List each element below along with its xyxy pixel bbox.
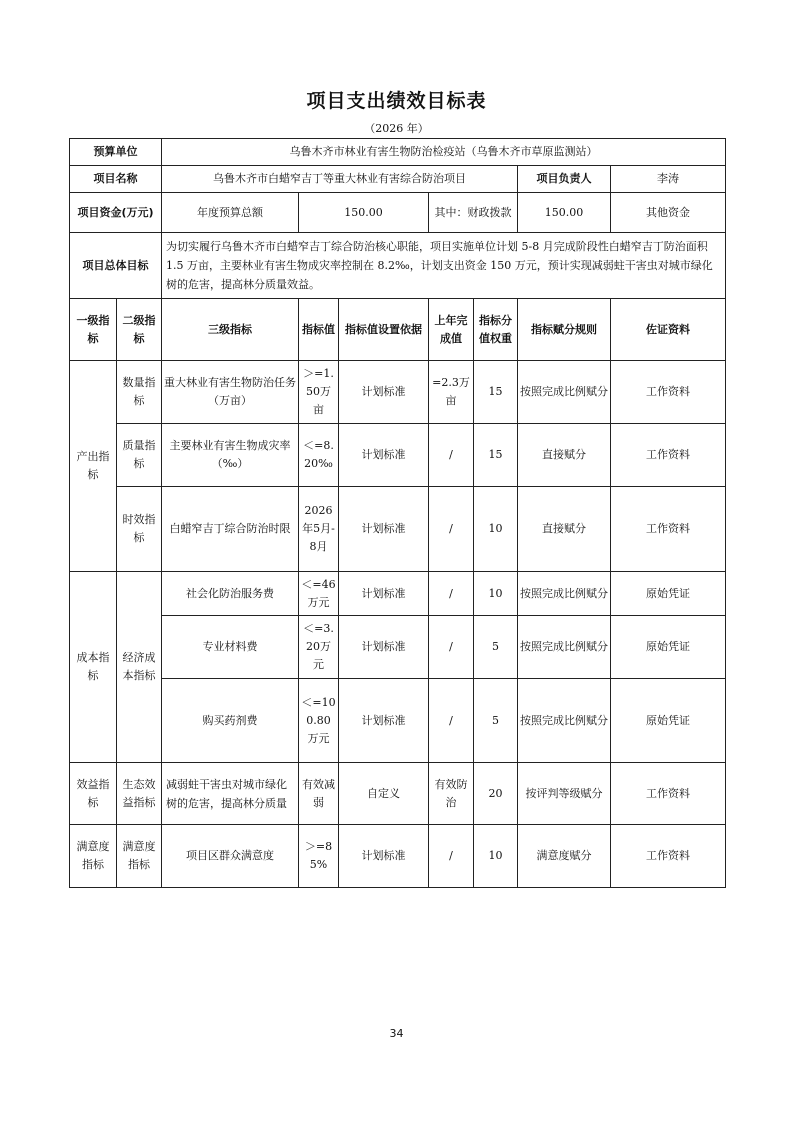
evidence: 原始凭证	[611, 572, 726, 616]
evidence: 工作资料	[611, 825, 726, 888]
goal-label: 项目总体目标	[70, 233, 162, 299]
col-header: 二级指标	[117, 299, 162, 361]
weight: 10	[474, 825, 518, 888]
scoring-rule: 直接赋分	[518, 487, 611, 572]
indicator-basis: 计划标准	[339, 572, 429, 616]
scoring-rule: 按照完成比例赋分	[518, 361, 611, 424]
indicator-value: ＞=1.50万亩	[299, 361, 339, 424]
col-header: 三级指标	[162, 299, 299, 361]
annual-value: 150.00	[299, 193, 429, 233]
indicator-basis: 计划标准	[339, 825, 429, 888]
col-header: 指标值设置依据	[339, 299, 429, 361]
evidence: 工作资料	[611, 487, 726, 572]
col-header: 一级指标	[70, 299, 117, 361]
level2-satisfaction: 满意度指标	[117, 825, 162, 888]
indicator-value: ＜=46万元	[299, 572, 339, 616]
page-title: 项目支出绩效目标表	[306, 90, 487, 112]
third-indicator: 白蜡窄吉丁综合防治时限	[162, 487, 299, 572]
indicator-basis: 计划标准	[339, 616, 429, 679]
project-row	[70, 166, 726, 193]
col-header: 指标分值权重	[474, 299, 518, 361]
level2-quality: 质量指标	[117, 424, 162, 487]
level2-economic: 经济成本指标	[117, 572, 162, 763]
owner-value: 李涛	[611, 166, 726, 193]
col-header: 上年完成值	[429, 299, 474, 361]
weight: 10	[474, 572, 518, 616]
project-label: 项目名称	[70, 166, 162, 193]
prev-value: /	[429, 424, 474, 487]
prev-value: 有效防治	[429, 763, 474, 825]
fiscal-label: 其中：财政拨款	[429, 193, 518, 233]
weight: 15	[474, 361, 518, 424]
third-indicator: 专业材料费	[162, 616, 299, 679]
weight: 10	[474, 487, 518, 572]
third-indicator: 减弱蛀干害虫对城市绿化树的危害，提高林分质量	[162, 763, 299, 825]
level1-benefit: 效益指标	[70, 763, 117, 825]
third-indicator: 社会化防治服务费	[162, 572, 299, 616]
goal-row	[70, 233, 726, 299]
third-indicator: 主要林业有害生物成灾率（‰）	[162, 424, 299, 487]
table-row	[70, 616, 726, 679]
indicator-value: 2026年5月-8月	[299, 487, 339, 572]
third-indicator: 购买药剂费	[162, 679, 299, 763]
indicator-basis: 计划标准	[339, 679, 429, 763]
indicator-value: 有效减弱	[299, 763, 339, 825]
indicator-value: ＞=85%	[299, 825, 339, 888]
col-header: 佐证资料	[611, 299, 726, 361]
level1-satisfaction: 满意度指标	[70, 825, 117, 888]
table-row	[70, 361, 726, 424]
table-row	[70, 763, 726, 825]
indicator-basis: 计划标准	[339, 361, 429, 424]
prev-value: /	[429, 679, 474, 763]
weight: 15	[474, 424, 518, 487]
level1-cost: 成本指标	[70, 572, 117, 763]
scoring-rule: 按评判等级赋分	[518, 763, 611, 825]
prev-value: /	[429, 616, 474, 679]
evidence: 工作资料	[611, 424, 726, 487]
table-row	[70, 572, 726, 616]
col-header: 指标赋分规则	[518, 299, 611, 361]
unit-label: 预算单位	[70, 139, 162, 166]
scoring-rule: 按照完成比例赋分	[518, 572, 611, 616]
annual-label: 年度预算总额	[162, 193, 299, 233]
indicator-basis: 计划标准	[339, 487, 429, 572]
level2-eco: 生态效益指标	[117, 763, 162, 825]
table-row	[70, 679, 726, 763]
scoring-rule: 按照完成比例赋分	[518, 679, 611, 763]
scoring-rule: 满意度赋分	[518, 825, 611, 888]
indicator-basis: 计划标准	[339, 424, 429, 487]
third-indicator: 重大林业有害生物防治任务（万亩）	[162, 361, 299, 424]
level2-timeliness: 时效指标	[117, 487, 162, 572]
indicator-value: ＜=8.20‰	[299, 424, 339, 487]
level1-output: 产出指标	[70, 361, 117, 572]
evidence: 工作资料	[611, 361, 726, 424]
fund-row	[70, 193, 726, 233]
project-value: 乌鲁木齐市白蜡窄吉丁等重大林业有害综合防治项目	[162, 166, 518, 193]
weight: 20	[474, 763, 518, 825]
unit-row	[70, 139, 726, 166]
year-label: （2026 年）	[364, 122, 429, 135]
indicator-basis: 自定义	[339, 763, 429, 825]
indicator-value: ＜=100.80万元	[299, 679, 339, 763]
level2-quantity: 数量指标	[117, 361, 162, 424]
owner-label: 项目负责人	[518, 166, 611, 193]
goal-value: 为切实履行乌鲁木齐市白蜡窄吉丁综合防治核心职能，项目实施单位计划 5-8 月完成阶段性白蜡窄吉丁防治面积 1.5 万亩，主要林业有害生物成灾率控制在 8.2‰，计划支出资金 150 万元，预计实现减弱蛀干害虫对城市绿化树的危害，提高林分质量效益。	[162, 233, 726, 299]
evidence: 工作资料	[611, 763, 726, 825]
weight: 5	[474, 679, 518, 763]
page-number: 34	[389, 1027, 404, 1040]
fiscal-value: 150.00	[518, 193, 611, 233]
scoring-rule: 按照完成比例赋分	[518, 616, 611, 679]
fund-label: 项目资金(万元)	[70, 193, 162, 233]
other-label: 其他资金	[611, 193, 726, 233]
table-row	[70, 487, 726, 572]
unit-value: 乌鲁木齐市林业有害生物防治检疫站（乌鲁木齐市草原监测站）	[162, 139, 726, 166]
third-indicator: 项目区群众满意度	[162, 825, 299, 888]
evidence: 原始凭证	[611, 679, 726, 763]
column-header-row	[70, 299, 726, 361]
table-row	[70, 825, 726, 888]
scoring-rule: 直接赋分	[518, 424, 611, 487]
col-header: 指标值	[299, 299, 339, 361]
prev-value: =2.3万亩	[429, 361, 474, 424]
performance-table	[69, 138, 726, 888]
prev-value: /	[429, 572, 474, 616]
weight: 5	[474, 616, 518, 679]
evidence: 原始凭证	[611, 616, 726, 679]
table-row	[70, 424, 726, 487]
prev-value: /	[429, 825, 474, 888]
indicator-value: ＜=3.20万元	[299, 616, 339, 679]
prev-value: /	[429, 487, 474, 572]
